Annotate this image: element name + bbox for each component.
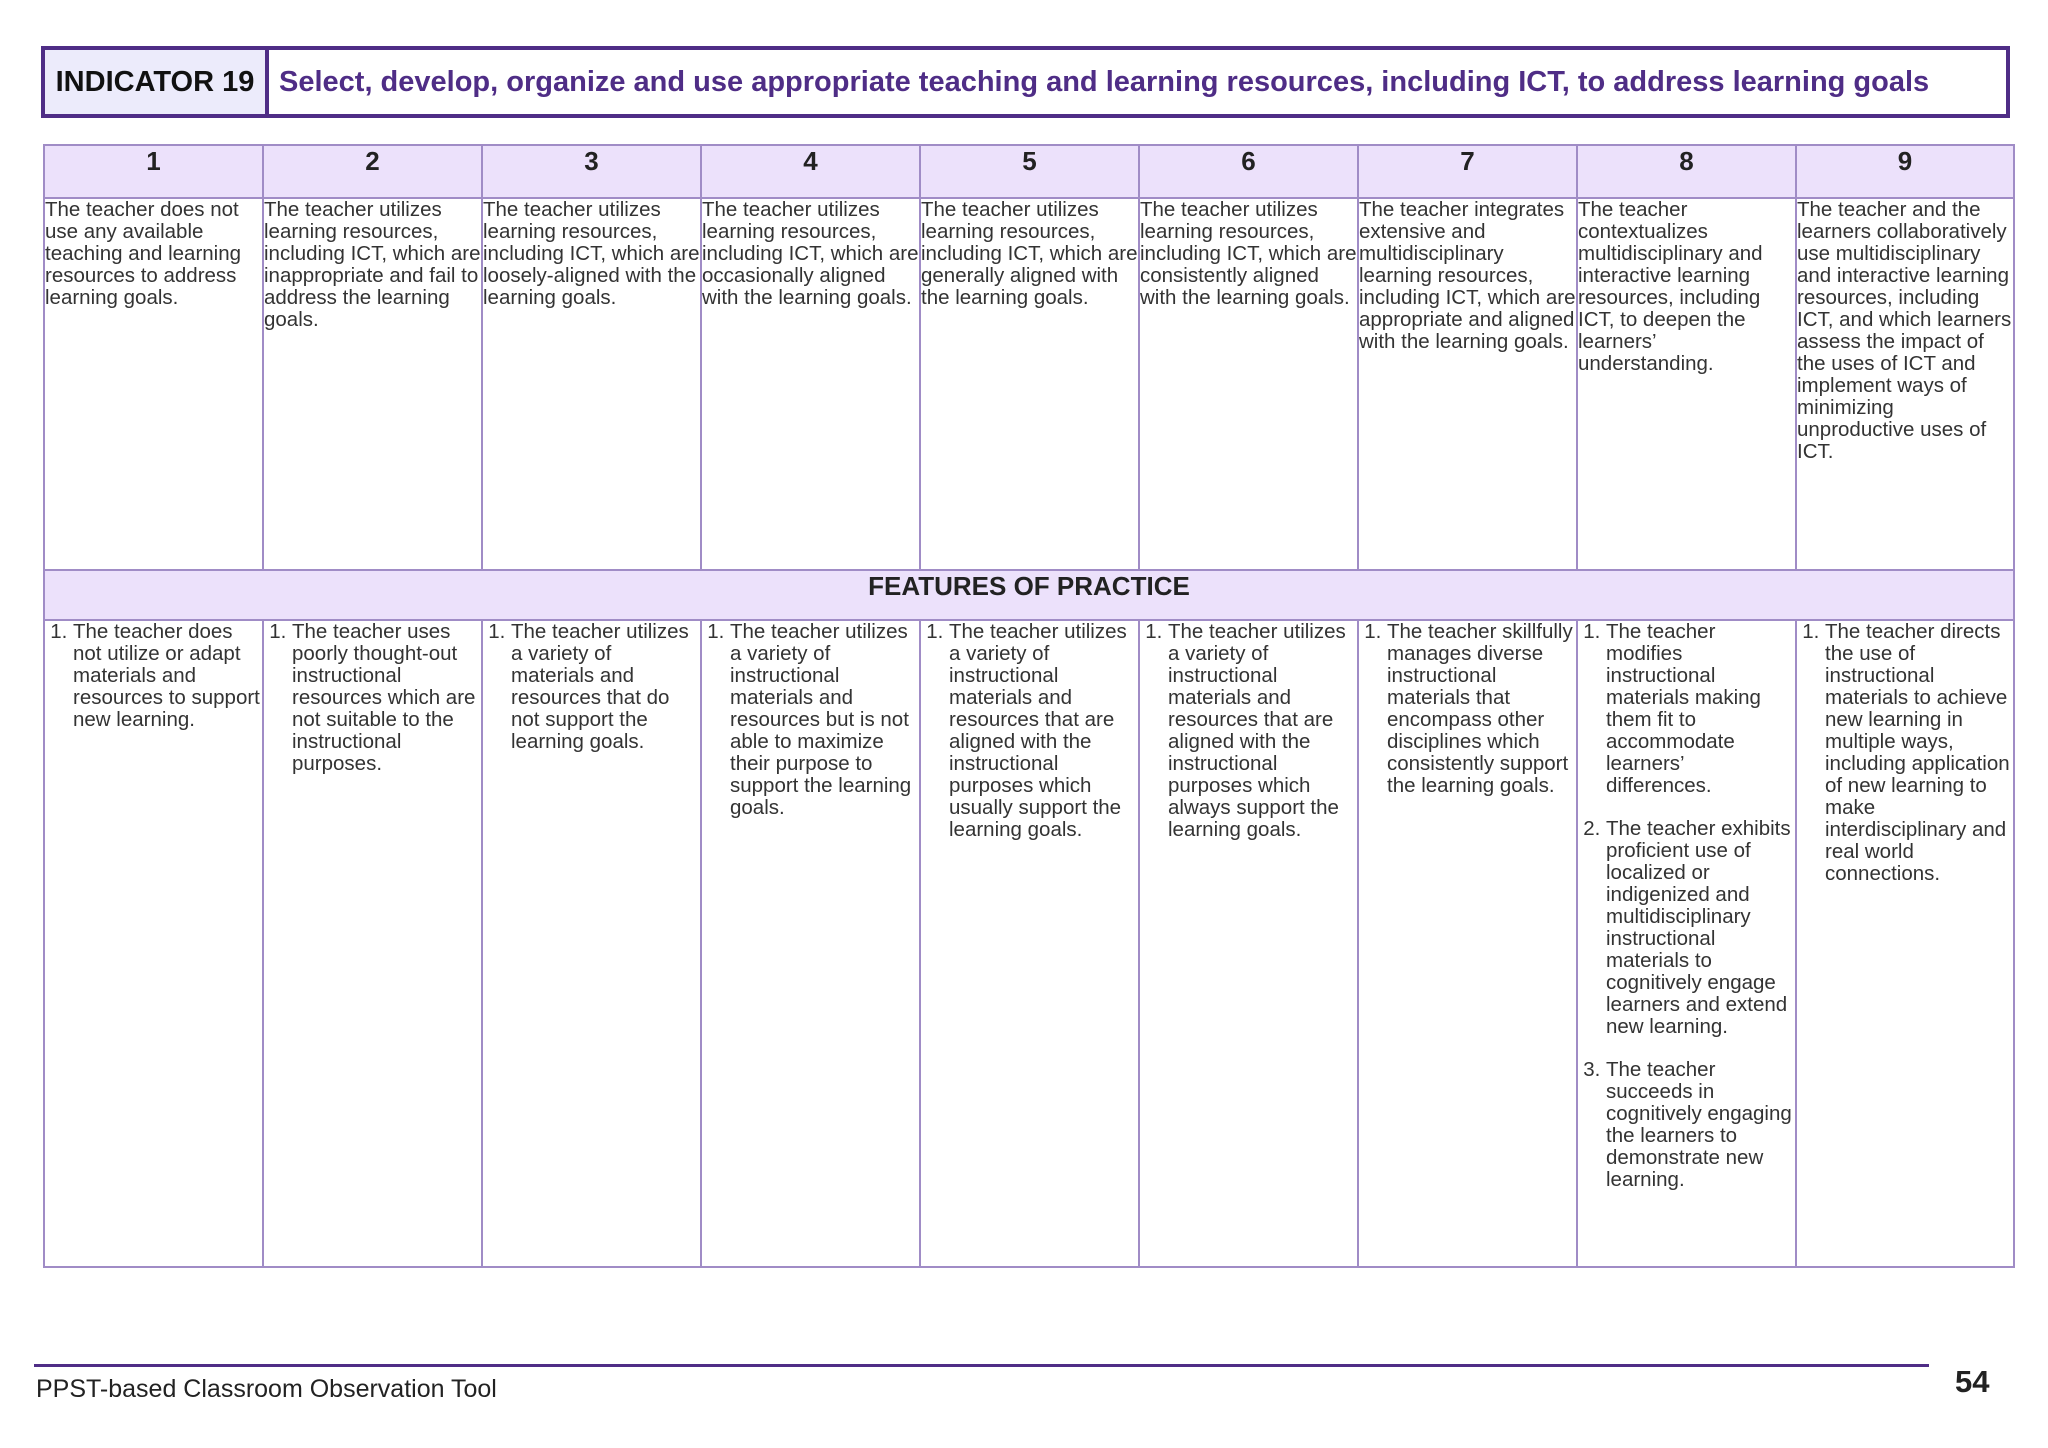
features-list bbox=[1578, 621, 1795, 1191]
feature-item: 1. The teacher modifies instructional materials making them fit to accommodate learners’ differences. bbox=[1606, 621, 1795, 797]
level-description: The teacher utilizes learning resources, including ICT, which are consistently aligned with the learning goals. bbox=[1139, 198, 1358, 570]
features-heading: FEATURES OF PRACTICE bbox=[44, 570, 2014, 620]
level-description: The teacher utilizes learning resources, including ICT, which are inappropriate and fail to address the learning goals. bbox=[263, 198, 482, 570]
feature-item: 1. The teacher utilizes a variety of instructional materials and resources that are aligned with the instructional purposes which usually support the learning goals. bbox=[949, 621, 1138, 841]
features-list bbox=[1797, 621, 2013, 885]
feature-item: 1. The teacher directs the use of instructional materials to achieve new learning in multiple ways, including application of new learning to make interdisciplinary and real world connections. bbox=[1825, 621, 2013, 885]
features-cell bbox=[263, 620, 482, 1267]
level-description: The teacher contextualizes multidisciplinary and interactive learning resources, including ICT, to deepen the learners’ understanding. bbox=[1577, 198, 1796, 570]
features-list bbox=[45, 621, 262, 731]
indicator-label: INDICATOR 19 bbox=[45, 50, 269, 114]
features-cell bbox=[1796, 620, 2014, 1267]
features-list bbox=[1359, 621, 1576, 797]
level-description: The teacher integrates extensive and multidisciplinary learning resources, including ICT, which are appropriate and aligned with the learning goals. bbox=[1358, 198, 1577, 570]
indicator-title: Select, develop, organize and use appropriate teaching and learning resources, including ICT, to address learning goals bbox=[279, 65, 1930, 98]
features-cell bbox=[1358, 620, 1577, 1267]
features-cell bbox=[920, 620, 1139, 1267]
feature-item: 1. The teacher does not utilize or adapt materials and resources to support new learning. bbox=[73, 621, 262, 731]
level-number: 1 bbox=[44, 145, 263, 198]
features-cell bbox=[482, 620, 701, 1267]
features-heading-row bbox=[44, 570, 2014, 620]
features-list bbox=[264, 621, 481, 775]
features-list bbox=[1140, 621, 1357, 841]
features-cell bbox=[1577, 620, 1796, 1267]
features-list bbox=[921, 621, 1138, 841]
feature-item: 2. The teacher exhibits proficient use of localized or indigenized and multidisciplinary instructional materials to cognitively engage learners and extend new learning. bbox=[1606, 818, 1795, 1038]
feature-item: 3. The teacher succeeds in cognitively engaging the learners to demonstrate new learning. bbox=[1606, 1059, 1795, 1191]
features-list bbox=[483, 621, 700, 753]
features-cell bbox=[1139, 620, 1358, 1267]
level-number: 2 bbox=[263, 145, 482, 198]
level-description: The teacher and the learners collaboratively use multidisciplinary and interactive learning resources, including ICT, and which learners assess the impact of the uses of ICT and implement ways of minimizing unproductive uses of ICT. bbox=[1796, 198, 2014, 570]
features-cell bbox=[701, 620, 920, 1267]
level-description: The teacher utilizes learning resources, including ICT, which are occasionally aligned with the learning goals. bbox=[701, 198, 920, 570]
feature-item: 1. The teacher utilizes a variety of materials and resources that do not support the learning goals. bbox=[511, 621, 700, 753]
features-list bbox=[702, 621, 919, 819]
rubric-table bbox=[43, 144, 2015, 1268]
level-number: 4 bbox=[701, 145, 920, 198]
feature-item: 1. The teacher uses poorly thought-out instructional resources which are not suitable to the instructional purposes. bbox=[292, 621, 481, 775]
feature-item: 1. The teacher skillfully manages diverse instructional materials that encompass other disciplines which consistently support the learning goals. bbox=[1387, 621, 1576, 797]
level-number: 9 bbox=[1796, 145, 2014, 198]
features-cell bbox=[44, 620, 263, 1267]
feature-item: 1. The teacher utilizes a variety of instructional materials and resources but is not able to maximize their purpose to support the learning goals. bbox=[730, 621, 919, 819]
level-number: 3 bbox=[482, 145, 701, 198]
level-number: 6 bbox=[1139, 145, 1358, 198]
description-row bbox=[44, 198, 2014, 570]
indicator-header bbox=[41, 46, 2010, 118]
level-number: 8 bbox=[1577, 145, 1796, 198]
level-number: 7 bbox=[1358, 145, 1577, 198]
features-row bbox=[44, 620, 2014, 1267]
footer-divider bbox=[34, 1364, 1929, 1367]
level-description: The teacher utilizes learning resources, including ICT, which are loosely-aligned with the learning goals. bbox=[482, 198, 701, 570]
footer-title: PPST-based Classroom Observation Tool bbox=[36, 1375, 497, 1403]
level-description: The teacher does not use any available teaching and learning resources to address learning goals. bbox=[44, 198, 263, 570]
level-header-row bbox=[44, 145, 2014, 198]
feature-item: 1. The teacher utilizes a variety of instructional materials and resources that are aligned with the instructional purposes which always support the learning goals. bbox=[1168, 621, 1357, 841]
page-number: 54 bbox=[1955, 1364, 1990, 1399]
level-description: The teacher utilizes learning resources, including ICT, which are generally aligned with the learning goals. bbox=[920, 198, 1139, 570]
level-number: 5 bbox=[920, 145, 1139, 198]
